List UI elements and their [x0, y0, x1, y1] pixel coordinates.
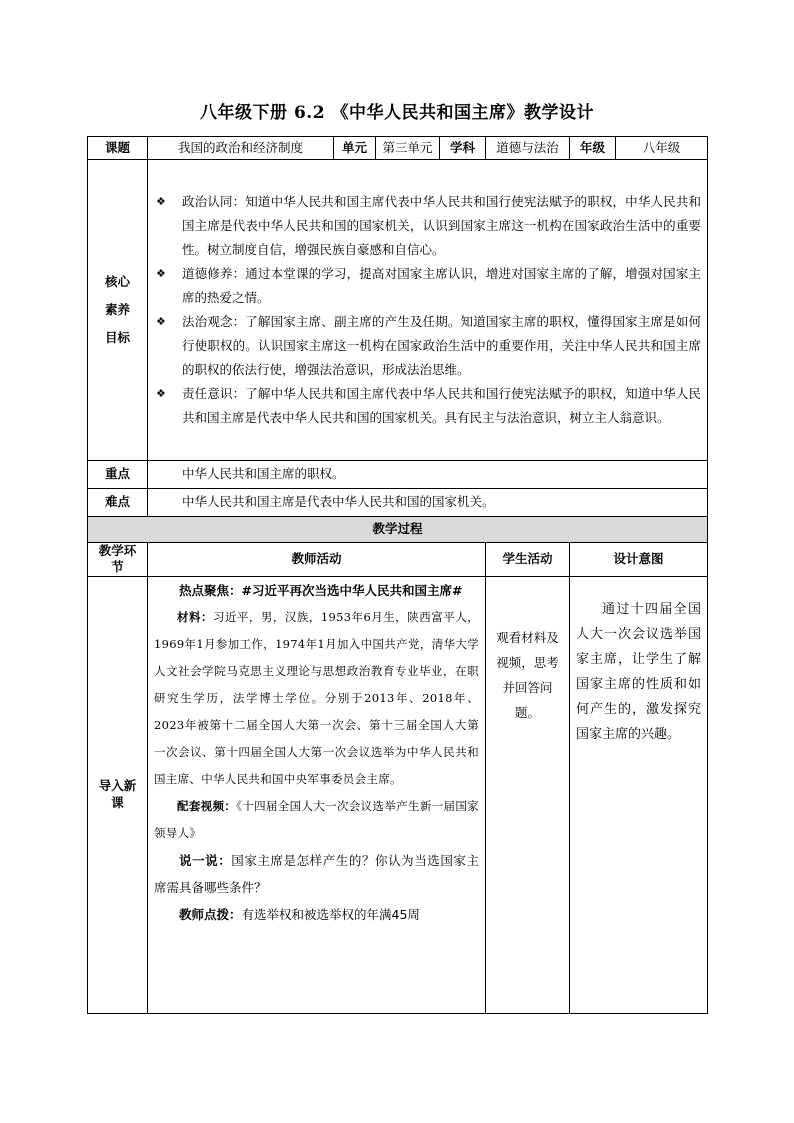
- unit-value: 第三单元: [376, 137, 440, 160]
- teacher-tip: [154, 901, 479, 928]
- video: [154, 793, 479, 847]
- process-header: 教学过程: [88, 517, 708, 543]
- subject-value: 道德与法治: [486, 137, 570, 160]
- material-text: 习近平，男，汉族，1953年6月生，陕西富平人，1969年1月参加工作，1974年1月加入中国共产党，清华大学人文社会学院马克思主义理论与思想政治教育专业毕业，在职研究生学历，法学博士学位。分别于2013年、2018年、2023年被第十二届全国人大第一次会、第十三届全国人大第一次会议、第十四届全国人大第一次会议选举为中华人民共和国主席、中华人民共和国中央军事委员会主席。: [154, 609, 479, 786]
- goal-text: 道德修养：通过本堂课的学习，提高对国家主席认识，增进对国家主席的了解，增强对国家主席的热爱之情。: [182, 266, 701, 305]
- difficulty-text: 中华人民共和国主席是代表中华人民共和国的国家机关。: [148, 489, 708, 517]
- goal-text: 政治认同：知道中华人民共和国主席代表中华人民共和国行使宪法赋予的职权，中华人民共和国主席是代表中华人民共和国的国家机关，认识到国家主席这一机构在国家政治生活中的重要性。树立制度自信，增强民族自豪感和自信心。: [182, 194, 701, 257]
- diamond-bullet-icon: ❖: [156, 195, 166, 208]
- video-text: 《十四届全国人大一次会议选举产生新一届国家领导人》: [154, 798, 479, 840]
- material-label: 材料：: [177, 609, 213, 624]
- design-intent: [570, 576, 708, 1013]
- key-point-row: [88, 461, 708, 489]
- difficulty-label: 难点: [88, 489, 148, 517]
- hot-label: 热点聚焦：: [179, 582, 242, 598]
- hot-focus: [154, 577, 479, 604]
- goal-item: [156, 310, 701, 382]
- diamond-bullet-icon: ❖: [156, 315, 166, 328]
- tip-text: 有选举权和被选举权的年满45周: [241, 906, 420, 922]
- goals-row: [88, 160, 708, 461]
- subject-label: 学科: [440, 137, 486, 160]
- col-teacher: 教师活动: [148, 543, 486, 577]
- goals-label-cell: [88, 160, 148, 461]
- say-label: 说一说：: [179, 852, 232, 868]
- key-point-label: 重点: [88, 461, 148, 489]
- goal-text: 法治观念：了解国家主席、副主席的产生及任期。知道国家主席的职权，懂得国家主席是如何行使职权的。认识国家主席这一机构在国家政治生活中的重要作用，关注中华人民共和国主席的职权的依法行使，增强法治意识，形成法治思维。: [182, 314, 701, 377]
- goals-label-3: 目标: [104, 330, 130, 345]
- video-label: 配套视频：: [177, 798, 237, 813]
- col-stage: 教学环节: [88, 543, 148, 577]
- goal-item: [156, 190, 701, 262]
- teacher-activity: [148, 576, 486, 1013]
- tip-label: 教师点拨：: [179, 906, 242, 922]
- topic-value: 我国的政治和经济制度: [148, 137, 334, 160]
- process-columns-row: [88, 543, 708, 577]
- topic-label: 课题: [88, 137, 148, 160]
- grade-label: 年级: [570, 137, 616, 160]
- diamond-bullet-icon: ❖: [156, 387, 166, 400]
- document-title: 八年级下册 6.2 《中华人民共和国主席》教学设计: [200, 103, 594, 123]
- goal-item: [156, 382, 701, 430]
- goal-text: 责任意识：了解中华人民共和国主席代表中华人民共和国行使宪法赋予的职权，知道中华人民共和国主席是代表中华人民共和国的国家机关。具有民主与法治意识，树立主人翁意识。: [182, 386, 701, 425]
- lesson-plan-table: [87, 136, 708, 1014]
- goals-label-2: 素养: [104, 302, 130, 317]
- hot-text: #习近平再次当选中华人民共和国主席#: [241, 582, 463, 598]
- key-point-text: 中华人民共和国主席的职权。: [148, 461, 708, 489]
- say-text: 国家主席是怎样产生的？你认为当选国家主席需具备哪些条件？: [154, 852, 479, 895]
- info-row: [88, 137, 708, 160]
- student-activity: 观看材料及视频，思考并回答问题。: [486, 576, 570, 1013]
- col-student: 学生活动: [486, 543, 570, 577]
- goal-item: [156, 262, 701, 310]
- col-intent: 设计意图: [570, 543, 708, 577]
- say: [154, 847, 479, 901]
- process-header-row: [88, 517, 708, 543]
- unit-label: 单元: [334, 137, 376, 160]
- stage-cell: 导入新课: [88, 576, 148, 1013]
- material: [154, 604, 479, 793]
- grade-value: 八年级: [616, 137, 708, 160]
- goals-content: [148, 160, 708, 461]
- difficulty-row: [88, 489, 708, 517]
- diamond-bullet-icon: ❖: [156, 267, 166, 280]
- design-intent-text: 通过十四届全国人大一次会议选举国家主席，让学生了解国家主席的性质和如何产生的，激发探究国家主席的兴趣。: [576, 601, 701, 742]
- goals-label-1: 核心: [104, 274, 130, 289]
- intro-row: [88, 576, 708, 1013]
